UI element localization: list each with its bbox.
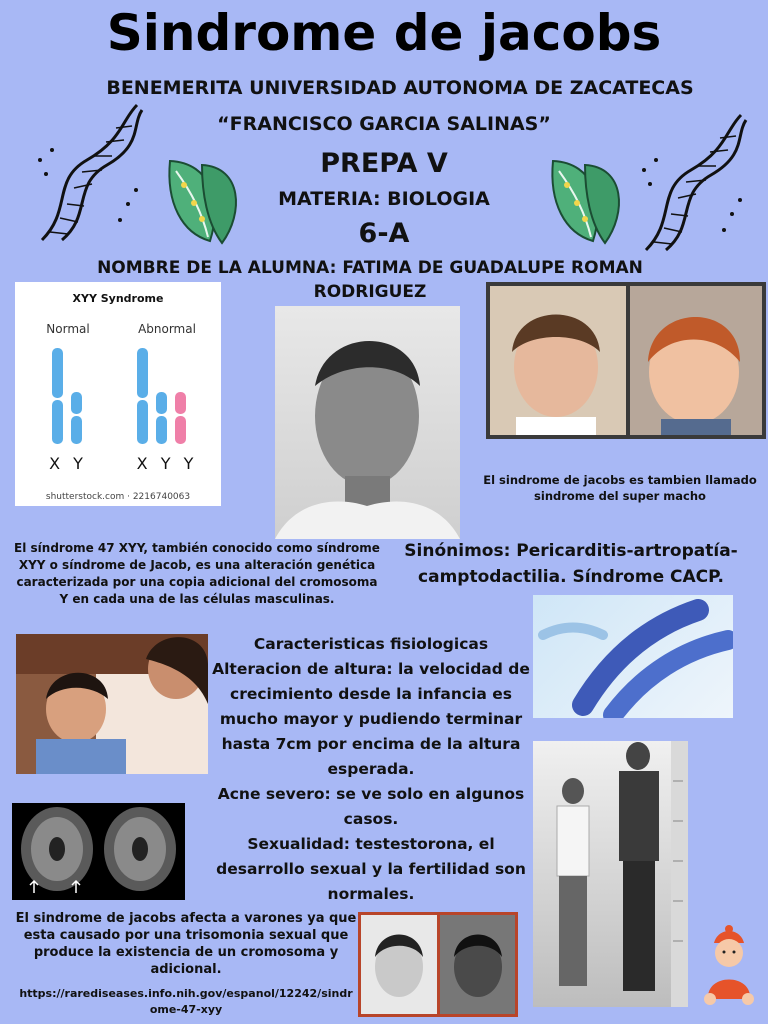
super-macho-caption: El sindrome de jacobs es tambien llamado sindrome del super macho xyxy=(483,473,757,503)
characteristic-sexuality: Sexualidad: testestorona, el desarrollo sexual y la fertilidad son normales. xyxy=(216,835,526,903)
karyotype-title: XYY Syndrome xyxy=(72,292,164,305)
synonyms-text: Sinónimos: Pericarditis-artropatía-camptodactilia. Síndrome CACP. xyxy=(404,541,738,587)
chromosome-diagram xyxy=(15,342,221,452)
characteristics-block xyxy=(210,632,532,907)
height-comparison-photo xyxy=(533,741,688,1007)
characteristic-height: Alteracion de altura: la velocidad de crecimiento desde la infancia es mucho mayor y pudiendo terminar hasta 7cm por encima de la altura esperada. xyxy=(212,660,530,778)
brain-mri-photo xyxy=(12,803,185,900)
leaf-dna-icon xyxy=(162,153,247,248)
chromosome-photo xyxy=(533,595,733,718)
definition-text: El síndrome 47 XYY, también conocido como síndrome XYY o síndrome de Jacob, es una alteración genética caracterizada por una copia adicional del cromosoma Y en cada una de las células masculinas. xyxy=(14,541,380,606)
mugshots-photo xyxy=(358,912,518,1017)
baby-icon xyxy=(700,925,758,1005)
source-link[interactable]: https://rarediseases.info.nih.gov/espanol/12242/sindrome-47-xyy xyxy=(19,987,353,1016)
normal-label: Normal xyxy=(46,322,90,336)
karyotype-card xyxy=(15,282,221,506)
dna-helix-icon xyxy=(636,110,751,255)
characteristics-title: Caracteristicas fisiologicas xyxy=(253,635,489,653)
school-name: “FRANCISCO GARCIA SALINAS” xyxy=(217,113,551,135)
portrait-photo xyxy=(275,306,460,539)
characteristic-acne: Acne severo: se ve solo en algunos casos. xyxy=(217,785,525,828)
page-title: Sindrome de jacobs xyxy=(106,4,662,62)
leaf-dna-icon xyxy=(545,153,630,248)
affects-text: El sindrome de jacobs afecta a varones ya que esta causado por una trisomonia sexual que produce la existencia de un cromosoma y adicional. xyxy=(15,911,357,977)
abnormal-label: Abnormal xyxy=(138,322,196,336)
dna-helix-icon xyxy=(32,100,147,245)
materia-label: MATERIA: BIOLOGIA xyxy=(278,188,490,210)
children-photo xyxy=(486,282,766,439)
mother-child-photo xyxy=(16,634,208,774)
abnormal-chromosomes: X Y Y xyxy=(136,454,198,473)
image-credit: shutterstock.com · 2216740063 xyxy=(45,492,191,502)
group-label: 6-A xyxy=(358,218,410,249)
prepa-label: PREPA V xyxy=(320,148,448,179)
university-name: BENEMERITA UNIVERSIDAD AUTONOMA DE ZACATECAS xyxy=(106,77,694,99)
normal-chromosomes: X Y xyxy=(49,454,87,473)
student-name: NOMBRE DE LA ALUMNA: FATIMA DE GUADALUPE ROMAN RODRIGUEZ xyxy=(97,258,643,302)
